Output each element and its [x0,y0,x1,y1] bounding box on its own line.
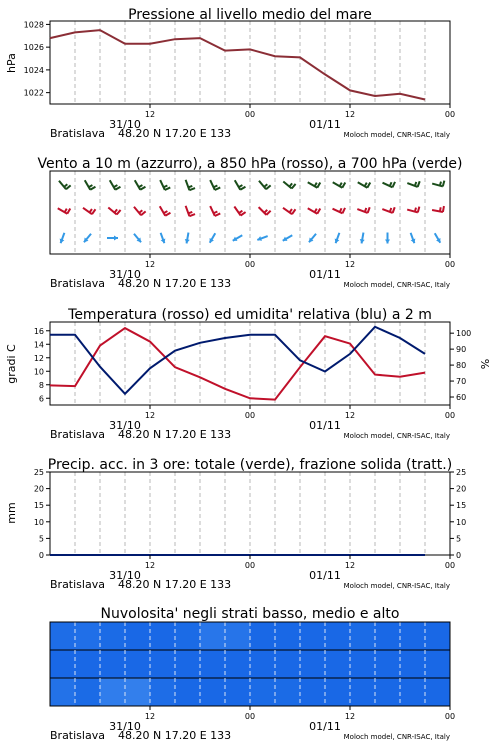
y-tick-label: 6 [38,394,44,404]
cloud-cell [300,650,326,678]
wind-barb-700-hPa [432,181,444,187]
wind-barb-feather [365,183,367,187]
cloud-cell [225,678,251,706]
x-tick-label: 12 [144,411,156,420]
wind-barb-850-hPa [382,207,394,213]
location-label: Bratislava [50,127,105,140]
cloud-cell [375,650,401,678]
coords-label: 48.20 N 17.20 E 133 [118,127,232,140]
pressure-panel [5,7,455,140]
cloud-cell [375,622,401,650]
cloud-cell [275,678,301,706]
y-tick-label-right: 15 [456,501,467,511]
wind-barb-700-hPa [160,180,170,190]
y-tick-label: 1028 [23,20,44,30]
wind-barb-feather [215,187,220,190]
cloud-cell [100,678,126,706]
cloud-panel [50,606,455,742]
wind-barb-feather [165,213,170,216]
cloud-cell [325,622,351,650]
wind-barb-shaft [234,206,240,215]
wind-barb-850-hPa [357,207,369,213]
wind-barb-feather [239,185,243,187]
cloud-cell [50,650,76,678]
wind-barb-850-hPa [308,208,321,214]
temperature-line [50,328,425,400]
wind-barb-10-m [385,233,390,244]
precip-panel [5,457,466,591]
wind-barb-10-m [134,234,141,242]
y-tick-label: 12 [33,353,44,363]
cloud-cell [350,622,376,650]
wind-barb-feather [241,212,246,215]
temperature-ylabel: gradi C [5,344,18,384]
cloud-cell [325,678,351,706]
y-tick-label-right: 100 [456,329,472,339]
x-date-label: 31/10 [109,419,141,432]
wind-barb-700-hPa [333,182,346,188]
wind-arrow-head [114,236,118,241]
x-tick-label: 00 [244,110,256,119]
wind-barb-700-hPa [283,181,295,188]
wind-barb-feather [317,209,320,214]
x-tick-label: 00 [444,561,456,570]
wind-barb-feather [418,207,420,213]
x-date-label: 01/11 [309,720,341,733]
x-tick-label: 12 [144,712,156,721]
cloud-cell [150,678,176,706]
humidity-ylabel: % [479,358,492,370]
cloud-cell [400,622,426,650]
credit-label: Moloch model, CNR-ISAC, Italy [343,733,450,741]
wind-barb-feather [64,184,67,187]
wind-barb-feather [165,187,170,190]
wind-barb-feather [317,183,320,188]
cloud-cell [300,678,326,706]
wind-barb-700-hPa [358,182,371,188]
wind-barb-feather [215,213,220,216]
wind-barb-700-hPa [186,180,195,190]
wind-barb-shaft [432,210,443,212]
x-tick-label: 00 [244,260,256,269]
y-tick-label: 8 [38,380,44,390]
cloud-cell [325,650,351,678]
cloud-cell [425,650,451,678]
wind-barb-850-hPa [333,208,346,213]
y-tick-label: 1024 [23,65,44,75]
wind-barb-700-hPa [110,180,121,190]
wind-arrow-head [385,240,390,244]
wind-barb-10-m [161,233,166,243]
wind-barb-feather [114,185,118,187]
wind-barb-10-m [233,235,243,241]
wind-barb-feather [367,183,370,188]
wind-barb-10-m [411,233,416,243]
location-label: Bratislava [50,277,105,290]
wind-barb-10-m [435,233,441,243]
x-tick-label: 00 [244,411,256,420]
wind-barb-10-m [84,234,91,242]
y-tick-label: 10 [33,367,44,377]
wind-barb-feather [140,187,145,190]
wind-barb-feather [214,211,218,213]
x-date-label: 31/10 [109,720,141,733]
wind-barb-feather [139,210,142,213]
wind-barb-850-hPa [160,206,171,216]
cloud-cell [125,622,151,650]
y-tick-label-right: 0 [456,551,462,560]
wind-barb-feather [115,187,120,190]
wind-barb-feather [390,182,392,186]
location-label: Bratislava [50,578,105,591]
wind-barb-feather [365,208,366,212]
wind-barb-feather [340,208,342,212]
coords-label: 48.20 N 17.20 E 133 [118,729,232,742]
y-tick-label: 5 [38,534,44,544]
x-date-label: 01/11 [309,118,341,131]
y-tick-label: 10 [33,517,44,527]
cloud-cell [175,650,201,678]
wind-barb-850-hPa [259,207,271,215]
y-tick-label: 14 [33,340,44,350]
y-tick-label: 25 [33,468,44,477]
y-tick-label-right: 60 [456,393,467,403]
coords-label: 48.20 N 17.20 E 133 [118,578,232,591]
wind-barb-850-hPa [83,208,95,214]
wind-barb-10-m [283,235,293,241]
x-date-label: 01/11 [309,268,341,281]
cloud-cell [425,678,451,706]
wind-barb-feather [443,181,445,187]
coords-label: 48.20 N 17.20 E 133 [118,428,232,441]
y-tick-label-right: 70 [456,377,467,387]
cloud-cell [300,622,326,650]
wind-barb-10-m [309,234,316,242]
cloud-cell [250,650,276,678]
cloud-cell [50,678,76,706]
wind-barb-700-hPa [59,181,71,189]
cloud-cell [175,678,201,706]
wind-barb-850-hPa [432,206,444,212]
x-tick-label: 12 [344,110,356,119]
cloud-cell [100,650,126,678]
humidity-line [50,327,425,394]
wind-barb-10-m [60,233,65,243]
wind-barb-feather [90,209,92,212]
wind-barb-shaft [160,180,165,190]
x-tick-label: 00 [244,561,256,570]
y-tick-label-right: 20 [456,484,467,494]
wind-barb-shaft [135,180,141,190]
x-tick-label: 12 [344,411,356,420]
wind-barb-700-hPa [235,180,246,190]
credit-label: Moloch model, CNR-ISAC, Italy [343,131,450,139]
wind-barb-850-hPa [234,206,245,215]
cloud-cell [225,622,251,650]
y-tick-label: 1022 [23,88,44,98]
cloud-title: Nuvolosita' negli strati basso, medio e alto [100,606,400,622]
cloud-cell [125,678,151,706]
cloud-cell [275,622,301,650]
wind-barb-850-hPa [283,208,295,214]
wind-barb-feather [340,183,342,187]
wind-barb-shaft [160,206,166,216]
wind-barb-feather [368,207,370,213]
wind-barb-feather [440,182,441,186]
wind-barb-shaft [210,206,215,216]
wind-barb-700-hPa [308,182,321,188]
wind-barb-feather [67,209,70,214]
y-tick-label: 15 [33,501,44,511]
wind-barb-feather [290,209,292,212]
wind-barb-shaft [186,180,190,190]
wind-barb-700-hPa [383,182,396,187]
wind-barb-feather [415,182,416,186]
cloud-cell [400,650,426,678]
wind-barb-shaft [235,180,241,190]
wind-barb-shaft [110,180,116,190]
x-tick-label: 00 [444,110,456,119]
wind-barb-feather [315,209,317,213]
wind-barb-feather [214,185,218,187]
cloud-cell [125,650,151,678]
wind-barb-850-hPa [407,207,419,213]
wind-barb-700-hPa [407,181,419,187]
wind-barb-feather [440,207,441,211]
x-tick-label: 00 [444,411,456,420]
wind-barb-700-hPa [85,180,96,190]
x-tick-label: 12 [344,561,356,570]
wind-barb-feather [90,187,95,190]
y-tick-label: 0 [38,551,44,560]
temperature-panel [5,307,492,441]
wind-barb-700-hPa [259,181,271,189]
precip-title: Precip. acc. in 3 ore: totale (verde), frazione solida (tratt.) [47,457,453,473]
wind-barb-feather [164,211,168,213]
wind-panel [37,156,462,290]
pressure-title: Pressione al livello medio del mare [128,7,372,23]
wind-barb-10-m [257,236,267,241]
cloud-cell [150,622,176,650]
wind-barb-feather [65,209,67,213]
wind-barb-feather [188,186,192,187]
cloud-cell [350,650,376,678]
wind-barb-700-hPa [210,180,220,190]
wind-barb-feather [342,183,345,188]
wind-barb-feather [415,208,416,212]
y-tick-label-right: 10 [456,517,467,527]
location-label: Bratislava [50,428,105,441]
cloud-cell [175,622,201,650]
wind-barb-850-hPa [58,208,71,214]
x-date-label: 01/11 [309,569,341,582]
precip-ylabel: mm [5,502,18,524]
pressure-line [50,30,425,99]
wind-barb-10-m [210,233,216,243]
x-date-label: 31/10 [109,569,141,582]
cloud-cell [200,622,226,650]
wind-barb-10-m [335,233,340,243]
cloud-cell [200,650,226,678]
y-tick-label-right: 80 [456,361,467,371]
wind-barb-feather [188,212,192,213]
wind-barb-10-m [360,233,365,244]
x-tick-label: 00 [444,260,456,269]
y-tick-label-right: 25 [456,468,467,477]
wind-barb-850-hPa [210,206,220,216]
x-date-label: 31/10 [109,118,141,131]
wind-barb-feather [189,188,195,190]
location-label: Bratislava [50,729,105,742]
wind-barb-shaft [85,180,91,190]
y-tick-label-right: 90 [456,345,467,355]
y-tick-label: 20 [33,484,44,494]
wind-barb-feather [342,208,345,213]
x-tick-label: 12 [344,260,356,269]
y-tick-label: 1026 [23,43,44,53]
y-tick-label: 16 [33,326,44,336]
cloud-cell [250,622,276,650]
wind-barb-850-hPa [108,207,120,214]
wind-barb-feather [92,209,95,214]
x-date-label: 01/11 [309,419,341,432]
x-tick-label: 12 [144,260,156,269]
cloud-cell [375,678,401,706]
credit-label: Moloch model, CNR-ISAC, Italy [343,432,450,440]
x-tick-label: 00 [444,712,456,721]
wind-barb-10-m [185,233,190,244]
wind-barb-feather [315,183,317,187]
temperature-title: Temperatura (rosso) ed umidita' relativa (blu) a 2 m [68,307,432,323]
wind-barb-feather [240,187,245,190]
wind-barb-feather [418,181,420,187]
wind-barb-feather [392,182,395,187]
cloud-cell [50,622,76,650]
wind-barb-feather [264,210,267,213]
y-tick-label-right: 5 [456,534,462,544]
wind-barb-feather [443,206,444,212]
cloud-cell [225,650,251,678]
wind-barb-feather [393,207,395,213]
wind-barb-feather [292,209,295,214]
cloud-cell [350,678,376,706]
wind-barb-feather [390,208,391,212]
credit-label: Moloch model, CNR-ISAC, Italy [343,281,450,289]
x-tick-label: 12 [144,110,156,119]
cloud-cell [250,678,276,706]
wind-title: Vento a 10 m (azzurro), a 850 hPa (rosso), a 700 hPa (verde) [37,156,463,172]
wind-barb-feather [264,184,267,187]
cloud-cell [275,650,301,678]
wind-barb-feather [239,211,242,213]
wind-barb-feather [139,185,143,187]
x-date-label: 31/10 [109,268,141,281]
wind-barb-feather [189,214,195,216]
x-tick-label: 00 [244,712,256,721]
wind-barb-shaft [186,206,190,216]
x-tick-label: 12 [144,561,156,570]
cloud-cell [425,622,451,650]
cloud-cell [75,650,101,678]
pressure-ylabel: hPa [5,53,18,73]
wind-barb-feather [164,185,168,187]
cloud-cell [100,622,126,650]
cloud-cell [75,622,101,650]
cloud-cell [75,678,101,706]
wind-barb-10-m [107,236,118,241]
wind-barb-700-hPa [135,180,146,190]
cloud-cell [200,678,226,706]
wind-barb-feather [289,183,292,186]
credit-label: Moloch model, CNR-ISAC, Italy [343,582,450,590]
cloud-cell [150,650,176,678]
coords-label: 48.20 N 17.20 E 133 [118,277,232,290]
wind-barb-850-hPa [186,206,195,216]
x-tick-label: 12 [344,712,356,721]
wind-barb-feather [89,185,93,187]
wind-barb-shaft [210,180,215,190]
wind-barb-feather [114,209,117,212]
wind-barb-850-hPa [134,207,146,215]
cloud-cell [400,678,426,706]
